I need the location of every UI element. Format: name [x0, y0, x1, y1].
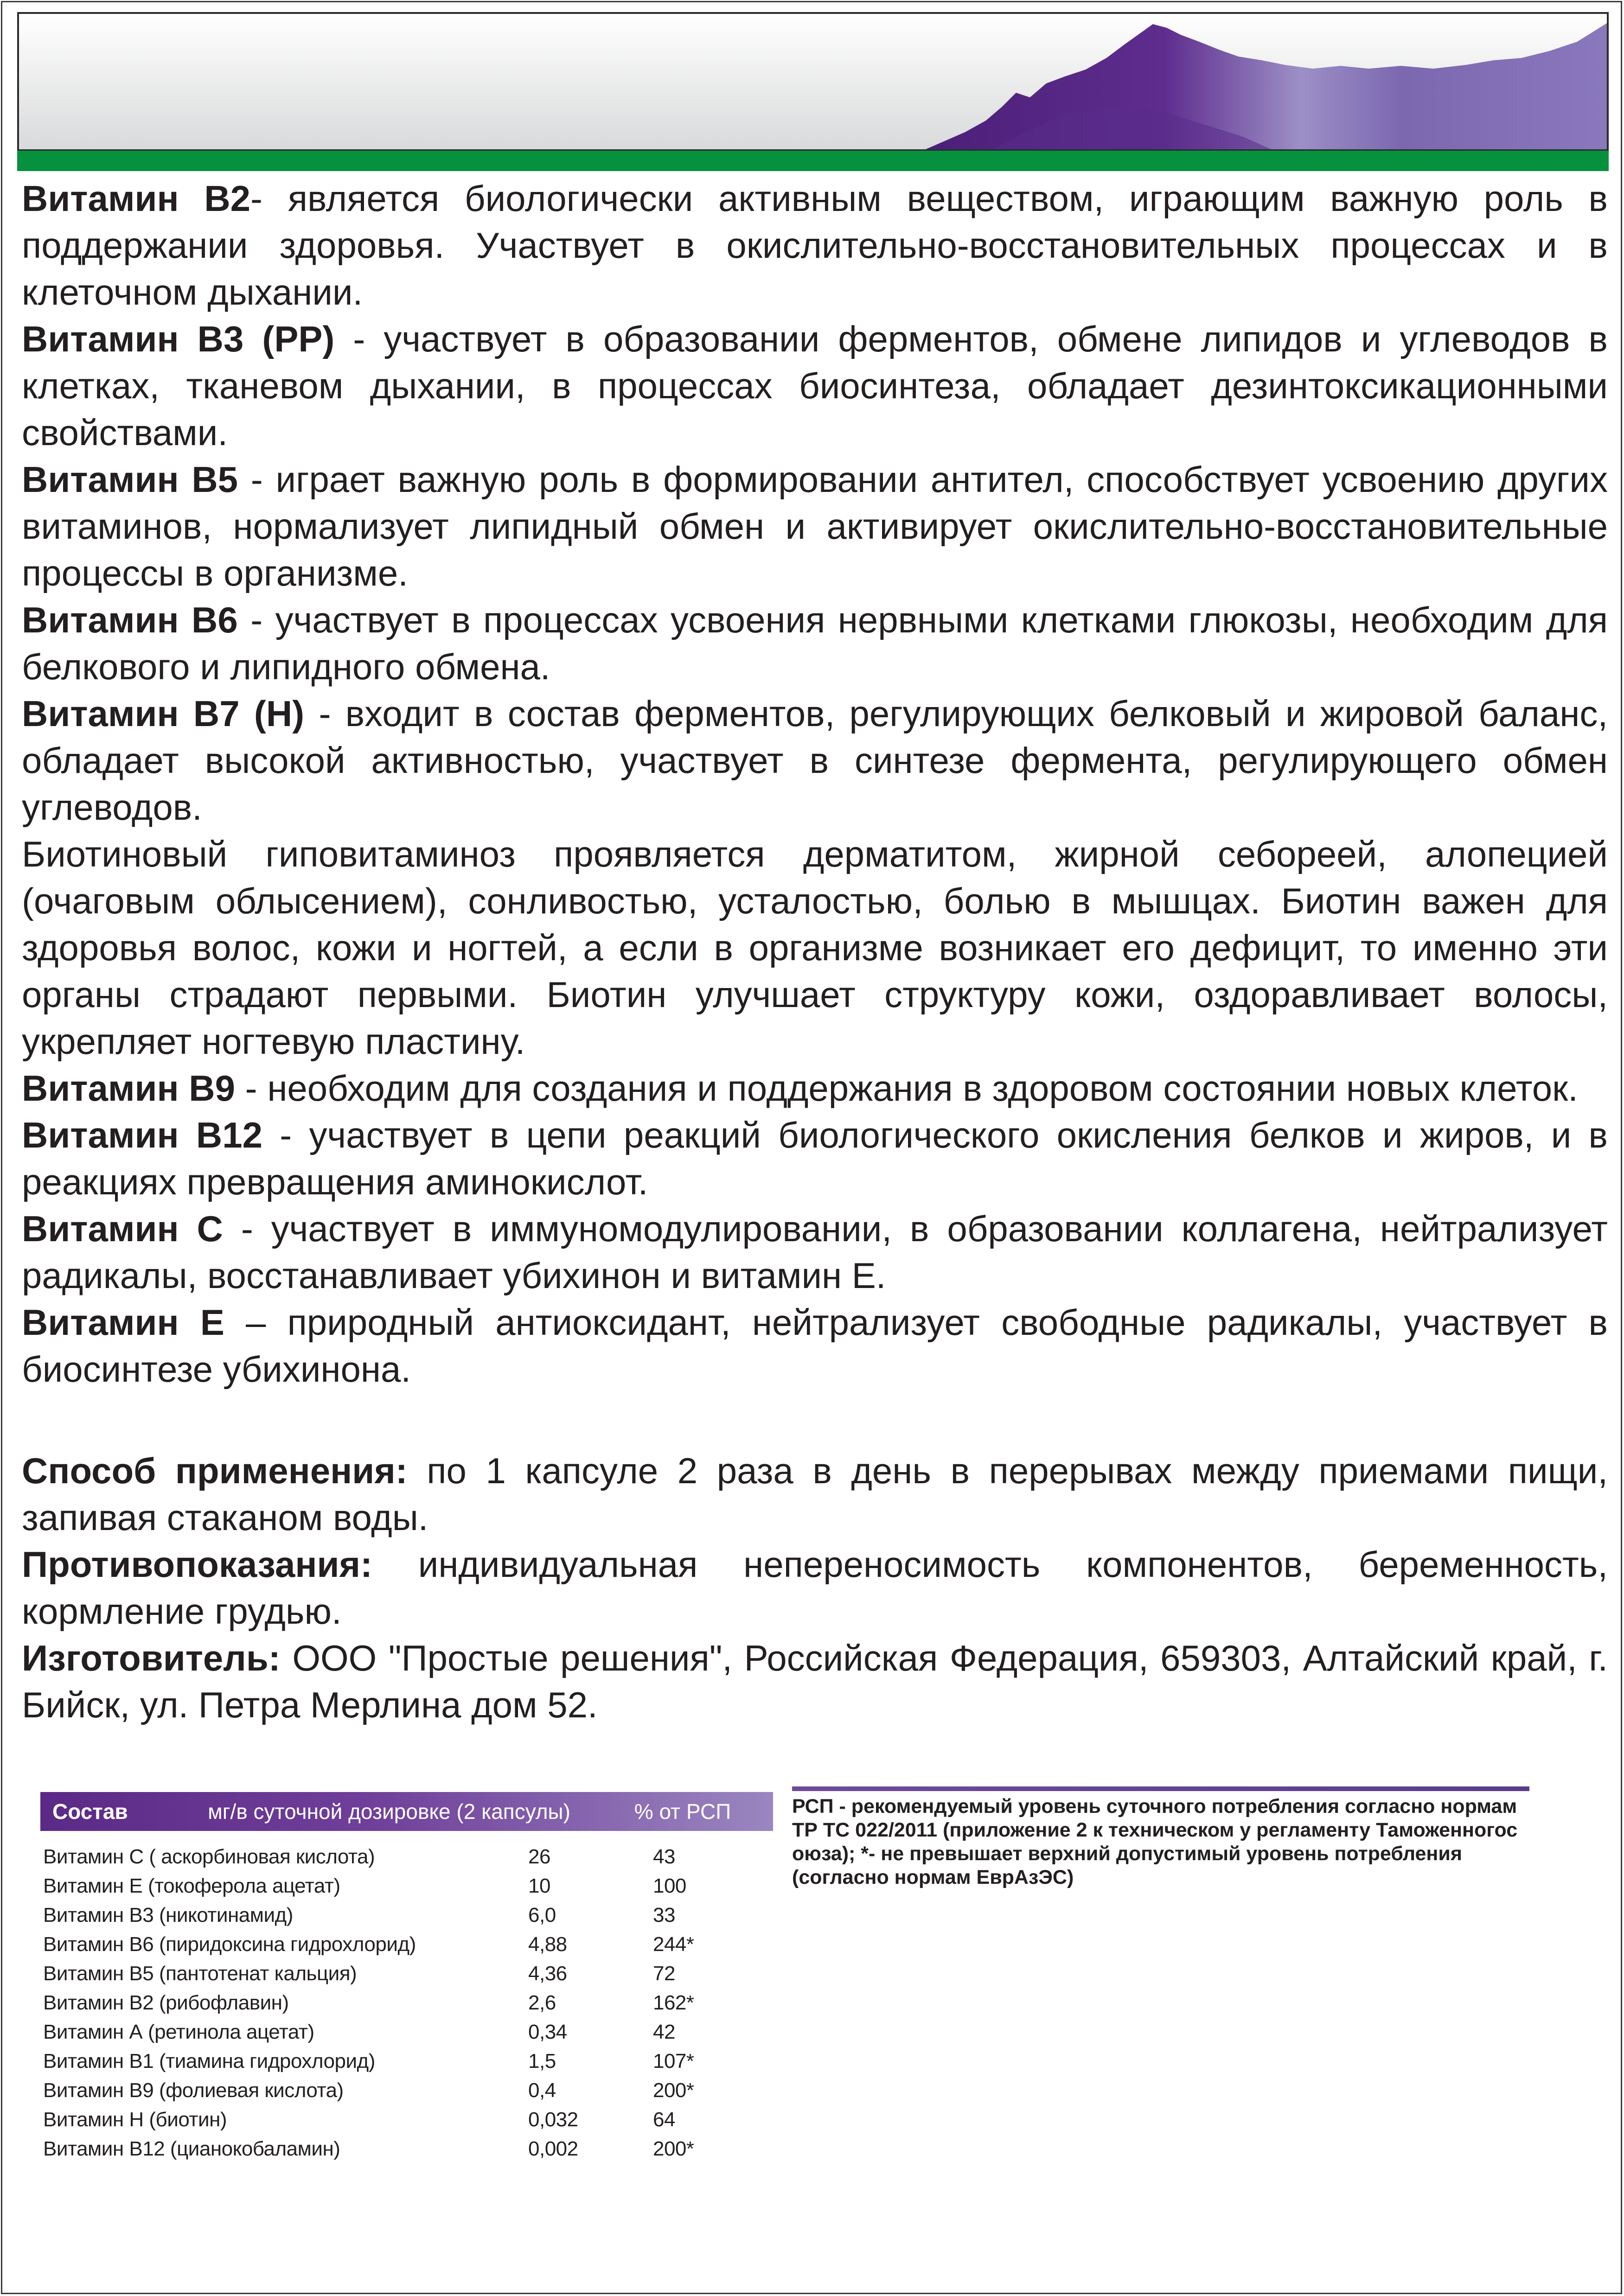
- table-row: [40, 2047, 773, 2076]
- table-cell-dosage: 4,88: [528, 1932, 567, 1956]
- table-cell-ingredient: Витамин В3 (никотинамид): [43, 1903, 293, 1926]
- usage-paragraph: Способ применения: по 1 капсуле 2 раза в день в перерывах между приемами пищи, запивая стаканом воды.: [22, 1450, 1608, 1538]
- table-cell-rsp: 64: [652, 2108, 675, 2131]
- table-row: [40, 1901, 773, 1930]
- rsp-note-text: РСП - рекомендуемый уровень суточного потребления согласно нормам ТР ТС 022/2011 (приложение 2 к техническом у регламенту Таможенногос оюза); *- не превышает верхний допустимый уровень потребления (согласно нормам ЕврАзЭС): [792, 1795, 1518, 1888]
- table-row: [40, 1988, 773, 2017]
- table-cell-dosage: 0,002: [528, 2137, 578, 2160]
- vitamin-e-paragraph: Витамин Е – природный антиоксидант, нейтрализует свободные радикалы, участвует в биосинтезе убихинона.: [22, 1302, 1608, 1390]
- header-composition: Состав: [52, 1799, 128, 1824]
- table-cell-rsp: 162*: [652, 1991, 694, 2014]
- table-cell-dosage: 4,36: [528, 1962, 567, 1985]
- table-cell-dosage: 1,5: [528, 2049, 556, 2073]
- product-description: [22, 175, 1608, 1728]
- header-dosage: мг/в суточной дозировке (2 капсулы): [208, 1799, 570, 1824]
- table-row: [40, 1959, 773, 1988]
- table-cell-rsp: 72: [652, 1962, 675, 1985]
- table-row: [40, 1842, 773, 1871]
- vitamin-b6-paragraph: Витамин В6 - участвует в процессах усвоения нервными клетками глюкозы, необходим для белкового и липидного обмена.: [22, 600, 1608, 687]
- table-cell-rsp: 42: [652, 2020, 675, 2043]
- header-rsp-percent: % от РСП: [634, 1799, 731, 1824]
- table-cell-rsp: 244*: [652, 1932, 694, 1956]
- table-cell-dosage: 0,4: [528, 2079, 556, 2102]
- section-gap: [22, 1393, 1608, 1448]
- composition-table: [40, 1792, 773, 2163]
- table-row: [40, 1930, 773, 1959]
- table-cell-rsp: 107*: [652, 2049, 694, 2073]
- table-cell-dosage: 10: [528, 1874, 550, 1897]
- table-row: [40, 2076, 773, 2105]
- vitamin-b9-paragraph: Витамин В9 - необходим для создания и поддержания в здоровом состоянии новых клеток.: [22, 1068, 1578, 1109]
- table-cell-ingredient: Витамин В2 (рибофлавин): [43, 1991, 289, 2014]
- table-cell-ingredient: Витамин В5 (пантотенат кальция): [43, 1962, 357, 1985]
- table-row: [40, 2105, 773, 2134]
- table-cell-ingredient: Витамин Н (биотин): [43, 2108, 227, 2131]
- vitamin-b5-paragraph: Витамин В5 - играет важную роль в формировании антител, способствует усвоению других витаминов, нормализует липидный обмен и активирует окислительно-восстановительные процессы в организме.: [22, 459, 1608, 593]
- mountain-illustration: [19, 14, 1607, 149]
- table-row: [40, 2134, 773, 2163]
- vitamin-b3-paragraph: Витамин В3 (PP) - участвует в образовании ферментов, обмене липидов и углеводов в клетках, тканевом дыхании, в процессах биосинтеза, обладает дезинтоксикационными свойствами.: [22, 319, 1608, 453]
- table-cell-rsp: 100: [652, 1874, 686, 1897]
- table-cell-rsp: 43: [652, 1845, 675, 1868]
- rsp-note: [792, 1786, 1534, 1889]
- header-banner: [17, 12, 1609, 151]
- table-cell-ingredient: Витамин В12 (цианокобаламин): [43, 2137, 340, 2160]
- vitamin-b12-paragraph: Витамин В12 - участвует в цепи реакций биологического окисления белков и жиров, и в реакциях превращения аминокислот.: [22, 1115, 1608, 1202]
- table-cell-ingredient: Витамин С ( аскорбиновая кислота): [43, 1845, 375, 1868]
- table-cell-rsp: 200*: [652, 2137, 694, 2160]
- table-cell-rsp: 33: [652, 1903, 675, 1926]
- table-cell-ingredient: Витамин А (ретинола ацетат): [43, 2020, 314, 2043]
- contraindications-paragraph: Противопоказания: индивидуальная непереносимость компонентов, беременность, кормление грудью.: [22, 1544, 1608, 1632]
- table-cell-rsp: 200*: [652, 2079, 694, 2102]
- composition-table-header: [40, 1792, 773, 1831]
- table-cell-ingredient: Витамин Е (токоферола ацетат): [43, 1874, 340, 1897]
- table-cell-dosage: 6,0: [528, 1903, 556, 1926]
- vitamin-b7-paragraph: Витамин В7 (Н) - входит в состав ферментов, регулирующих белковый и жировой баланс, обладает высокой активностью, участвует в синтезе фермента, регулирующего обмен углеводов.: [22, 693, 1608, 828]
- composition-table-body: [40, 1842, 773, 2163]
- note-divider: [792, 1786, 1529, 1791]
- green-stripe: [17, 151, 1609, 171]
- vitamin-b2-paragraph: Витамин В2- является биологически активным веществом, играющим важную роль в поддержании здоровья. Участвует в окислительно-восстановительных процессах и в клеточном дыхании.: [22, 178, 1608, 313]
- table-row: [40, 1871, 773, 1901]
- table-cell-ingredient: Витамин В1 (тиамина гидрохлорид): [43, 2049, 375, 2073]
- table-cell-dosage: 2,6: [528, 1991, 556, 2014]
- table-cell-dosage: 26: [528, 1845, 550, 1868]
- table-cell-ingredient: Витамин В6 (пиридоксина гидрохлорид): [43, 1932, 416, 1956]
- table-cell-dosage: 0,032: [528, 2108, 578, 2131]
- biotin-paragraph: Биотиновый гиповитаминоз проявляется дерматитом, жирной себореей, алопецией (очаговым облысением), сонливостью, усталостью, болью в мышцах. Биотин важен для здоровья волос, кожи и ногтей, а если в организме возникает его дефицит, то именно эти органы страдают первыми. Биотин улучшает структуру кожи, оздоравливает волосы, укрепляет ногтевую пластину.: [22, 834, 1608, 1062]
- table-cell-dosage: 0,34: [528, 2020, 567, 2043]
- table-cell-ingredient: Витамин В9 (фолиевая кислота): [43, 2079, 344, 2102]
- vitamin-c-paragraph: Витамин С - участвует в иммуномодулировании, в образовании коллагена, нейтрализует радикалы, восстанавливает убихинон и витамин Е.: [22, 1208, 1608, 1296]
- manufacturer-paragraph: Изготовитель: ООО "Простые решения", Российская Федерация, 659303, Алтайский край, г. Бийск, ул. Петра Мерлина дом 52.: [22, 1638, 1608, 1725]
- table-row: [40, 2017, 773, 2047]
